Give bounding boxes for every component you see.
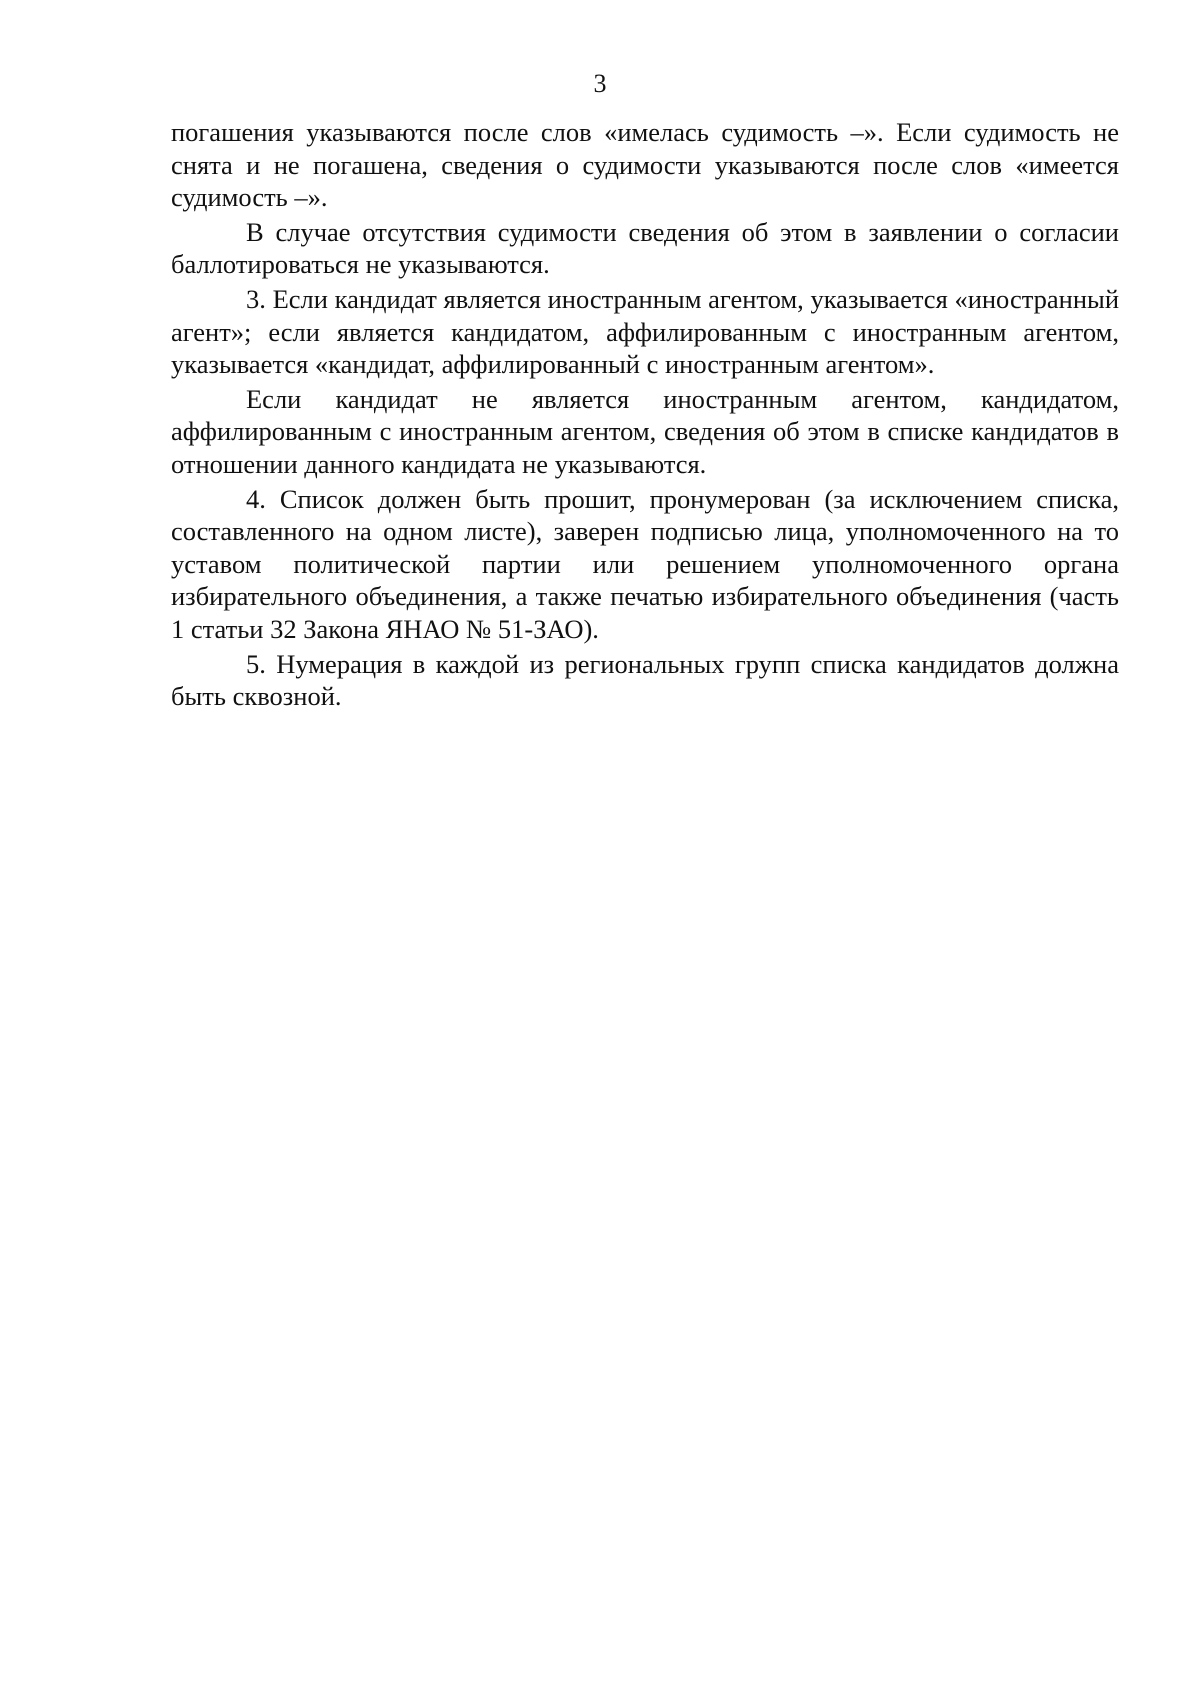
document-body: [171, 116, 1119, 715]
page-number: 3: [593, 69, 607, 98]
paragraph-no-conviction: В случае отсутствия судимости сведения об этом в заявлении о согласии баллотироваться не указываются.: [171, 216, 1119, 280]
paragraph-item-3: 3. Если кандидат является иностранным агентом, указывается «иностранный агент»; если является кандидатом, аффилированным с иностранным агентом, указывается «кандидат, аффилированный с иностранным агентом».: [171, 283, 1119, 380]
paragraph-item-5: 5. Нумерация в каждой из региональных групп списка кандидатов должна быть сквозной.: [171, 648, 1119, 712]
paragraph-item-4: 4. Список должен быть прошит, пронумерован (за исключением списка, составленного на одном листе), заверен подписью лица, уполномоченного на то уставом политической партии или решением уполномоченного органа избирательного объединения, а также печатью избирательного объединения (часть 1 статьи 32 Закона ЯНАО № 51-ЗАО).: [171, 483, 1119, 644]
paragraph-not-foreign-agent: Если кандидат не является иностранным агентом, кандидатом, аффилированным с иностранным агентом, сведения об этом в списке кандидатов в отношении данного кандидата не указываются.: [171, 383, 1119, 479]
paragraph-continuation: погашения указываются после слов «имелась судимость –». Если судимость не снята и не погашена, сведения о судимости указываются после слов «имеется судимость –».: [171, 117, 1119, 213]
